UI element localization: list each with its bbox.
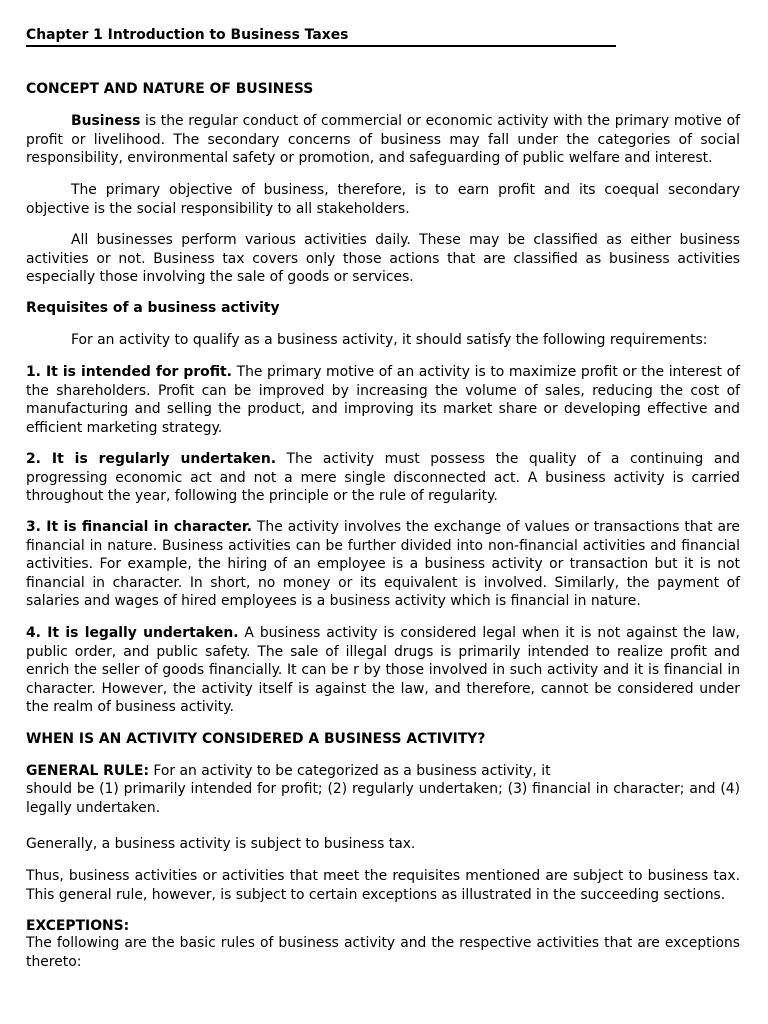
requisite-item bbox=[26, 624, 740, 717]
requisite-item-text: The activity must possess the quality of a continuing and progressing economic act and not a mere single disconnected act. A business activity is carried throughout the year, following the principle or the rule of regularity. bbox=[26, 451, 740, 504]
general-rule-label: GENERAL RULE: bbox=[26, 763, 150, 779]
requisite-item bbox=[26, 518, 740, 611]
general-rule-text: should be (1) primarily intended for profit; (2) regularly undertaken; (3) financial in character; and (4) legally undertaken. bbox=[26, 781, 740, 816]
intro-paragraph-1 bbox=[26, 112, 740, 168]
requisites-intro: For an activity to qualify as a business activity, it should satisfy the following requirements: bbox=[71, 332, 708, 348]
when-heading: WHEN IS AN ACTIVITY CONSIDERED A BUSINESS ACTIVITY? bbox=[26, 731, 486, 747]
intro-paragraph-2: The primary objective of business, therefore, is to earn profit and its coequal secondary objective is the social responsibility to all stakeholders. bbox=[26, 182, 740, 217]
generally-text: Generally, a business activity is subject to business tax. bbox=[26, 836, 416, 852]
requisite-item-label: 1. It is intended for profit. bbox=[26, 364, 232, 380]
requisites-heading: Requisites of a business activity bbox=[26, 300, 280, 316]
intro-paragraph-1-text: is the regular conduct of commercial or economic activity with the primary motive of profit or livelihood. The secondary concerns of business may fall under the categories of social responsibility, environmental safety or promotion, and safeguarding of public welfare and interest. bbox=[26, 113, 740, 166]
chapter-title: Chapter 1 Introduction to Business Taxes bbox=[26, 26, 616, 47]
requisite-item-text: A business activity is considered legal when it is not against the law, public order, and public safety. The sale of illegal drugs is primarily intended to realize profit and enrich the seller of goods financially. It can be r by those involved in such activity and it is financial in character. However, the activity itself is against the law, and therefore, cannot be considered under the realm of business activity. bbox=[26, 625, 740, 715]
term-business: Business bbox=[71, 113, 141, 129]
general-rule-line bbox=[26, 762, 740, 781]
intro-paragraph-3: All businesses perform various activities daily. These may be classified as either business activities or not. Business tax covers only those actions that are classified as business activities especially those involving the sale of goods or services. bbox=[26, 232, 740, 285]
exceptions-text: The following are the basic rules of business activity and the respective activities that are exceptions thereto: bbox=[26, 935, 740, 970]
section-heading: CONCEPT AND NATURE OF BUSINESS bbox=[26, 81, 314, 97]
requisite-item-label: 3. It is financial in character. bbox=[26, 519, 252, 535]
requisite-item-text: The activity involves the exchange of values or transactions that are financial in nature. Business activities can be further divided into non-financial activities and financial activities. For example, the hiring of an employee is a business activity or transaction but it is not financial in character. In short, no money or its equivalent is involved. Similarly, the payment of salaries and wages of hired employees is a business activity which is financial in nature. bbox=[26, 519, 740, 609]
requisite-item-label: 2. It is regularly undertaken. bbox=[26, 451, 276, 467]
requisite-item-label: 4. It is legally undertaken. bbox=[26, 625, 239, 641]
general-rule-line-text: For an activity to be categorized as a business activity, it bbox=[149, 763, 551, 779]
thus-paragraph: Thus, business activities or activities that meet the requisites mentioned are subject to business tax. This general rule, however, is subject to certain exceptions as illustrated in the succeeding sections. bbox=[26, 868, 740, 903]
exceptions-heading: EXCEPTIONS: bbox=[26, 918, 130, 934]
requisite-item bbox=[26, 363, 740, 437]
requisite-item-text: The primary motive of an activity is to maximize profit or the interest of the shareholders. Profit can be improved by increasing the volume of sales, reducing the cost of manufacturing and selling the product, and improving its market share or developing effective and efficient marketing strategy. bbox=[26, 364, 741, 436]
requisite-item bbox=[26, 450, 740, 506]
